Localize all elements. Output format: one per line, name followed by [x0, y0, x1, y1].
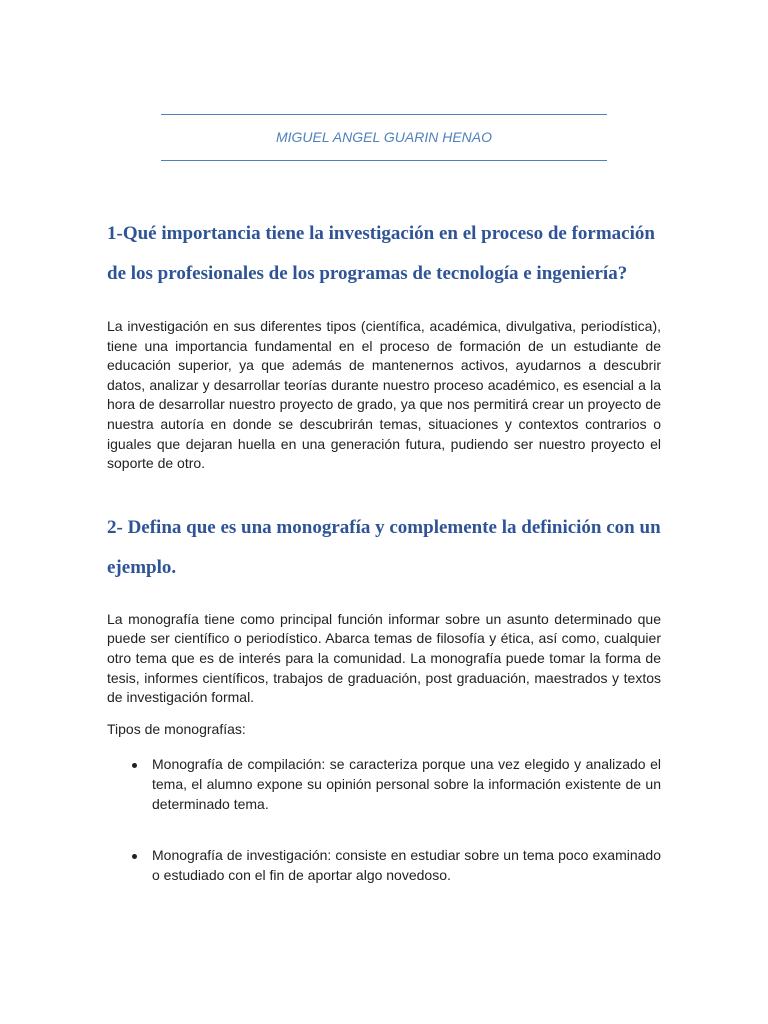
list-item [107, 846, 661, 885]
title-top-rule [161, 114, 607, 115]
title-block [161, 114, 607, 161]
monograph-types-heading: Tipos de monografías: [107, 720, 246, 737]
title-bottom-rule [161, 160, 607, 161]
answer-2-paragraph: La monografía tiene como principal función informar sobre un asunto determinado que puede ser científico o periodístico. Abarca temas de filosofía y ética, así como, cualquier otro tema que es de interés para la comunidad. La monografía puede tomar la forma de tesis, informes científicos, trabajos de graduación, post graduación, maestrados y textos de investigación formal. [107, 610, 661, 706]
list-item-text: Monografía de investigación: consiste en estudiar sobre un tema poco examinado o estudiado con el fin de aportar algo novedoso. [152, 847, 661, 883]
document-body [107, 214, 661, 885]
bullet-icon [132, 854, 137, 859]
bullet-icon [132, 763, 137, 768]
question-2-heading: 2- Defina que es una monografía y complemente la definición con un ejemplo. [107, 516, 661, 578]
answer-1-paragraph: La investigación en sus diferentes tipos (científica, académica, divulgativa, periodística), tiene una importancia fundamental en el proceso de formación de un estudiante de educación superior, ya que además de mantenernos activos, ayudarnos a descubrir datos, analizar y desarrollar teorías durante nuestro proceso académico, es esencial a la hora de desarrollar nuestro proyecto de grado, ya que nos permitirá crear un proyecto de nuestra autoría en donde se descubrirán temas, situaciones y contextos contrarios o iguales que dejaran huella en una generación futura, pudiendo ser nuestro proyecto el soporte de otro. [107, 318, 661, 472]
list-item-text: Monografía de compilación: se caracteriza porque una vez elegido y analizado el tema, el alumno expone su opinión personal sobre la información existente de un determinado tema. [152, 756, 661, 812]
monograph-types-list [107, 755, 661, 885]
question-1-heading: 1-Qué importancia tiene la investigación en el proceso de formación de los profesionales de los programas de tecnología e ingeniería? [107, 223, 655, 284]
author-name: MIGUEL ANGEL GUARIN HENAO [275, 129, 492, 145]
list-item [107, 755, 661, 814]
